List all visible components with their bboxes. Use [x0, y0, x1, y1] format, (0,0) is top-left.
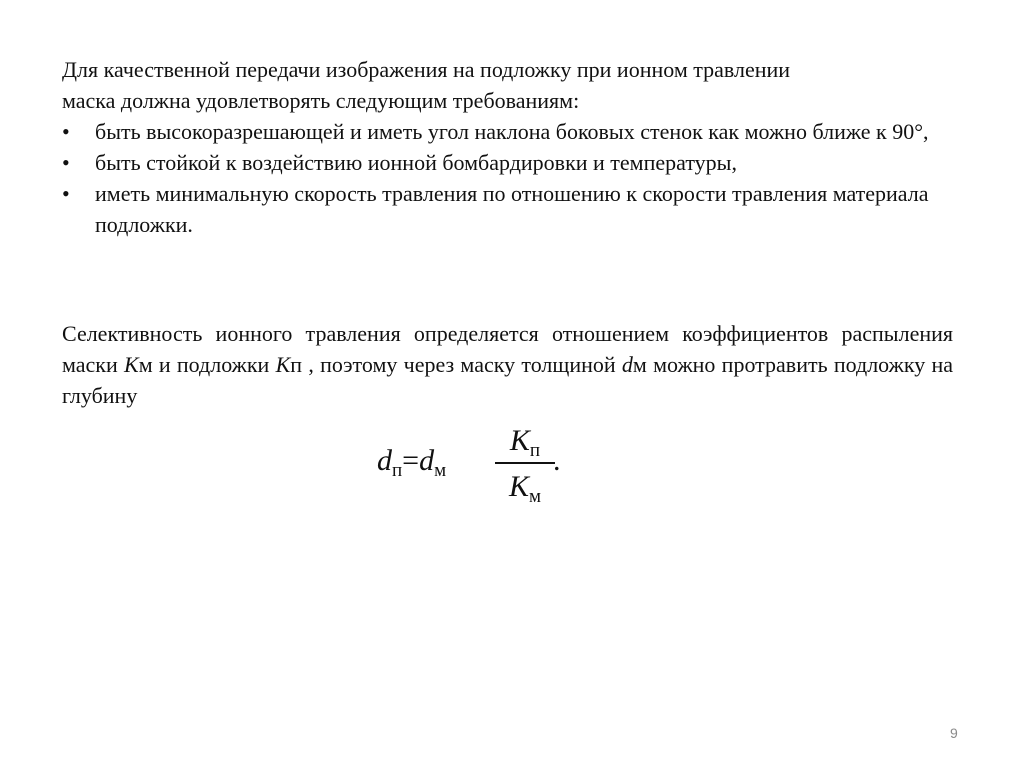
- k-substrate-subscript: п: [290, 352, 303, 377]
- selectivity-text-a: Селективность ионного травления определяется отношением коэффициентов распыления маски: [62, 321, 953, 377]
- bullet-marker: •: [62, 119, 70, 144]
- selectivity-paragraph: [62, 318, 953, 411]
- list-item: [62, 147, 942, 178]
- formula-lhs: [377, 444, 446, 482]
- formula-num-symbol: K: [509, 424, 530, 457]
- list-item-text: быть стойкой к воздействию ионной бомбардировки и температуры,: [95, 150, 737, 175]
- list-item: [62, 116, 942, 147]
- formula-fraction: [495, 422, 555, 506]
- selectivity-text-d: можно протравить подложку на глубину: [62, 352, 954, 408]
- k-substrate-symbol: K: [275, 352, 291, 377]
- selectivity-text-b: и подложки: [152, 352, 276, 377]
- intro-line-2: маска должна удовлетворять следующим требованиям:: [62, 88, 580, 113]
- formula-d-symbol: d: [377, 444, 392, 477]
- formula-num-subscript: п: [529, 440, 541, 461]
- selectivity-text-c: , поэтому через маску толщиной: [302, 352, 622, 377]
- formula-d-subscript: п: [392, 460, 403, 481]
- formula-dm-symbol: d: [419, 444, 435, 477]
- page-number: 9: [950, 725, 958, 741]
- intro-paragraph: [62, 54, 942, 116]
- fraction-bar: [495, 462, 555, 464]
- bullet-marker: •: [62, 150, 70, 175]
- list-item-text: быть высокоразрешающей и иметь угол наклона боковых стенок как можно ближе к 90°,: [95, 119, 929, 144]
- d-mask-symbol: d: [621, 352, 633, 377]
- k-mask-subscript: м: [138, 352, 153, 377]
- intro-line-1: Для качественной передачи изображения на подложку при ионном травлении: [62, 57, 791, 82]
- d-mask-subscript: м: [632, 352, 647, 377]
- formula-denominator: [495, 468, 555, 506]
- list-item: [62, 178, 942, 240]
- formula-period: .: [553, 444, 561, 477]
- formula-dm-subscript: м: [434, 460, 447, 481]
- requirements-list: [62, 116, 942, 240]
- k-mask-symbol: K: [124, 352, 139, 377]
- depth-formula: [377, 422, 567, 512]
- formula-numerator: [495, 422, 555, 460]
- formula-equals: =: [402, 444, 420, 477]
- bullet-marker: •: [62, 181, 70, 206]
- formula-den-symbol: K: [508, 470, 529, 503]
- formula-den-subscript: м: [528, 486, 542, 507]
- list-item-text: иметь минимальную скорость травления по отношению к скорости травления материала подложки.: [95, 181, 929, 237]
